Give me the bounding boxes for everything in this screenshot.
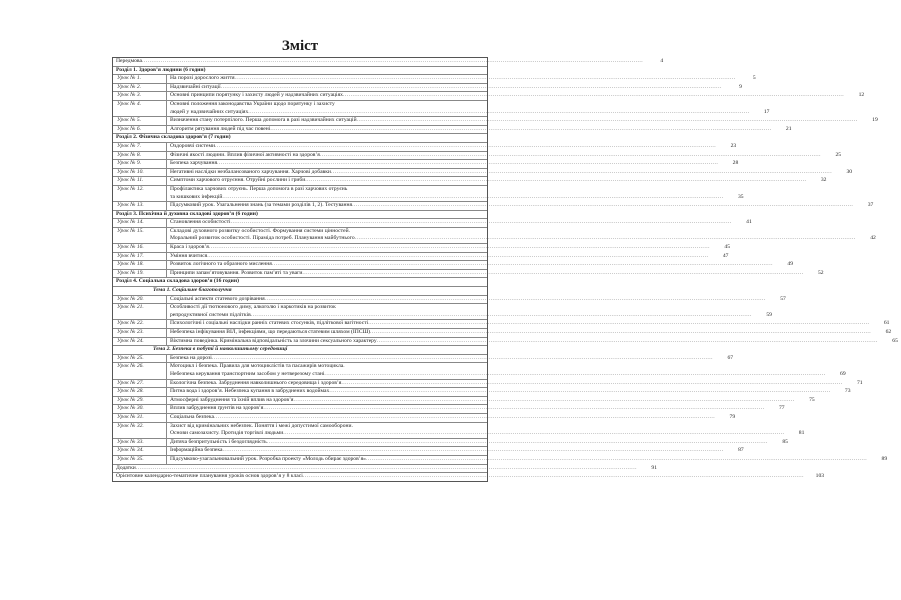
lesson-number: Урок № 14. <box>113 219 167 227</box>
entry-title: Тема 2. Безпека в побуті й навколишньому середовищі <box>153 346 288 353</box>
lesson-number: Урок № 35. <box>113 456 167 464</box>
entry-title: Передмова <box>116 58 142 64</box>
lesson-number: Урок № 33. <box>113 439 167 447</box>
entry-title: Краса і здоров’я <box>170 244 209 251</box>
page-number: 37 <box>867 202 874 209</box>
entry-title: Тема 1. Соціальне благополуччя <box>153 287 232 294</box>
toc-lesson <box>113 413 736 423</box>
page-number: 45 <box>724 244 731 251</box>
entry-title: Безпека харчування <box>170 160 218 167</box>
lesson-number: Урок № 31. <box>113 414 167 422</box>
entry-title: Розділ 2. Фізична складова здоров’я (7 годин) <box>116 134 231 141</box>
page-number: 103 <box>815 473 825 480</box>
entry-title: Основні положення законодавства України щодо порятунку і захисту <box>170 100 335 107</box>
page-number: 12 <box>858 92 865 99</box>
toc-entry <box>113 464 657 474</box>
page-number: 49 <box>787 261 793 268</box>
entry-title: Небезпека інфікування ВІЛ, інфекціями, що передаються статевим шляхом (ІПСШ) <box>170 329 371 335</box>
entry-title: Алгоритм рятування людей під час повені <box>170 125 271 132</box>
lesson-number: Урок № 12. <box>113 186 167 201</box>
page-number <box>466 134 487 142</box>
toc-lesson <box>113 422 805 439</box>
toc-lesson <box>113 160 739 169</box>
entry-title: Фізичні якості людини. Вплив фізичної активності на здоров’я <box>170 151 320 158</box>
page-title: Зміст <box>281 38 319 54</box>
page-number: 71 <box>856 379 863 386</box>
entry-title: Уміння вчитися <box>170 252 208 259</box>
page-number <box>466 67 487 75</box>
toc-lesson <box>113 261 793 270</box>
page-number: 9 <box>739 83 742 90</box>
entry-title: Соціальна безпека <box>170 413 214 420</box>
entry-title: Додатки <box>116 464 136 471</box>
lesson-number: Урок № 8. <box>113 152 167 160</box>
lesson-number: Урок № 21. <box>113 304 167 319</box>
toc-lesson <box>113 185 744 202</box>
lesson-number: Урок № 7. <box>113 143 167 151</box>
entry-title: Негативні наслідки незбалансованого харчування. Харчові добавки <box>170 168 331 175</box>
entry-title: Інформаційна безпека <box>170 447 223 454</box>
entry-title: Віктимна поведінка. Кримінальна відповідальність за злочини сексуального характеру <box>170 337 377 344</box>
lesson-number: Урок № 2. <box>113 84 167 92</box>
page-number: 73 <box>844 388 851 395</box>
page-number: 85 <box>782 438 788 445</box>
entry-title: Розвиток логічного та образного мислення <box>170 261 272 268</box>
toc-lesson <box>113 227 876 244</box>
page-number: 59 <box>766 311 772 318</box>
page-number: 57 <box>780 295 786 302</box>
toc-section <box>113 134 487 143</box>
entry-title-continued: людей у надзвичайних ситуаціях <box>170 108 249 115</box>
toc-lesson <box>113 379 863 389</box>
entry-title: Профілактика харчових отруєнь. Перша допомога в разі харчових отруєнь <box>170 185 348 192</box>
entry-title: Питна вода і здоров’я. Небезпека купання в забруднених водоймах <box>170 388 330 395</box>
lesson-number: Урок № 13. <box>113 202 167 210</box>
toc-lesson <box>113 100 770 117</box>
page-number: 25 <box>835 151 842 158</box>
page-number: 77 <box>778 405 785 412</box>
toc-lesson <box>113 329 892 338</box>
lesson-number: Урок № 6. <box>113 126 167 134</box>
lesson-number: Урок № 26. <box>113 363 167 378</box>
entry-title: Складові духовного розвитку особистості. Формування системи цінностей. <box>170 227 350 234</box>
entry-title: Становлення особистості <box>170 219 231 226</box>
lesson-number: Урок № 17. <box>113 253 167 261</box>
toc-lesson <box>113 363 846 379</box>
entry-title-continued: Моральний розвиток особистості. Піраміда потреб. Планування майбутнього <box>170 235 355 242</box>
page-number: 75 <box>809 396 815 403</box>
toc-lesson <box>113 117 878 126</box>
entry-title: Атмосферні забруднення та їхній вплив на здоров’я <box>170 396 294 403</box>
entry-title: Основні принципи порятунку і захисту людей у надзвичайних ситуаціях <box>170 92 343 99</box>
toc-lesson <box>113 320 890 329</box>
toc-entry <box>113 473 825 481</box>
lesson-number: Урок № 30. <box>113 405 167 413</box>
entry-title: Безпека на дорозі <box>170 354 212 361</box>
page-number: 30 <box>846 168 853 175</box>
lesson-number: Урок № 29. <box>113 397 167 405</box>
entry-title: Вплив забруднення ґрунтів на здоров’я <box>170 405 264 412</box>
lesson-number: Урок № 24. <box>113 338 167 346</box>
entry-title: Розділ 3. Психічна й духовна складові здоров’я (6 годин) <box>116 210 258 217</box>
lesson-number: Урок № 23. <box>113 329 167 337</box>
toc-lesson <box>113 252 729 262</box>
page-number: 23 <box>730 142 737 149</box>
entry-title-continued: репродуктивної системи підлітків <box>170 311 251 318</box>
entry-title: Підсумково-узагальнювальний урок. Розробка проекту «Молодь обирає здоров’я» <box>170 455 366 462</box>
entry-title: Орієнтовне календарно-тематичне планування уроків основ здоров’я у 8 класі <box>116 473 303 480</box>
lesson-number: Урок № 28. <box>113 388 167 396</box>
page-number <box>466 346 487 354</box>
lesson-number: Урок № 19. <box>113 270 167 278</box>
page-number: 91 <box>651 464 657 471</box>
page-number: 65 <box>892 337 898 344</box>
toc-entry <box>113 58 664 67</box>
toc-theme <box>113 346 487 355</box>
lesson-number: Урок № 4. <box>113 101 167 116</box>
toc-lesson <box>113 244 731 253</box>
lesson-number: Урок № 15. <box>113 228 167 243</box>
page-number: 28 <box>732 160 739 167</box>
page-number: 35 <box>737 193 744 200</box>
entry-title: Соціальні аспекти статевого дозрівання <box>170 295 265 302</box>
page-number <box>466 211 487 219</box>
lesson-number: Урок № 16. <box>113 244 167 252</box>
page-number: 21 <box>785 125 792 132</box>
toc-section <box>113 278 487 287</box>
toc-lesson <box>113 177 827 186</box>
page-number: 19 <box>872 117 878 124</box>
lesson-number: Урок № 20. <box>113 296 167 304</box>
toc-lesson <box>113 337 898 347</box>
page-number: 61 <box>883 320 890 327</box>
page-number: 87 <box>738 447 744 454</box>
page-number: 47 <box>722 252 729 259</box>
lesson-number: Урок № 22. <box>113 320 167 328</box>
lesson-number: Урок № 18. <box>113 261 167 269</box>
lesson-number: Урок № 34. <box>113 447 167 455</box>
entry-title: Оздоровчі системи <box>170 142 215 149</box>
lesson-number: Урок № 9. <box>113 160 167 168</box>
page-number: 5 <box>752 75 756 82</box>
toc-section <box>113 67 487 76</box>
entry-title: Надзвичайні ситуації <box>170 83 221 90</box>
toc-lesson <box>113 388 851 397</box>
page-number: 81 <box>798 430 805 437</box>
lesson-number: Урок № 10. <box>113 169 167 177</box>
toc-lesson <box>113 142 737 152</box>
entry-title: Принципи запам’ятовування. Розвиток пам’яті та уваги <box>170 269 303 276</box>
lesson-number: Урок № 3. <box>113 92 167 100</box>
entry-title: Розділ 1. Здоров’я людини (6 годин) <box>116 66 206 73</box>
page-number: 17 <box>763 108 770 115</box>
entry-title: Мотоцикл і безпека. Правила для мотоциклістів та пасажирів мотоцикла. <box>170 363 345 370</box>
entry-title-continued: Небезпека керування транспортним засобом у нетверезому стані <box>170 370 325 377</box>
entry-title: Дитяча безпритульність і бездоглядність <box>170 438 267 445</box>
toc-lesson <box>113 405 785 414</box>
page-number: 52 <box>817 269 824 276</box>
toc-lesson <box>113 304 772 320</box>
page-number: 67 <box>727 354 734 361</box>
lesson-number: Урок № 32. <box>113 423 167 438</box>
lesson-number: Урок № 25. <box>113 355 167 363</box>
entry-title: Захист від кримінальних небезпек. Поняття і межі допустимої самооборони. <box>170 422 353 429</box>
entry-title: Психологічні і соціальні наслідки ранніх статевих стосунків, підліткової вагітності <box>170 320 369 327</box>
page-number: 32 <box>820 177 827 184</box>
page-number <box>466 287 487 295</box>
toc-lesson <box>113 202 874 211</box>
table-of-contents <box>112 57 898 482</box>
toc-lesson <box>113 455 888 465</box>
toc-lesson <box>113 447 744 456</box>
page-number: 4 <box>660 58 664 64</box>
toc-lesson <box>113 75 756 84</box>
entry-title: Розділ 4. Соціальна складова здоров’я (16 годин) <box>116 278 239 285</box>
entry-title-continued: Основи самозахисту. Протидія торгівлі людьми <box>170 430 284 437</box>
page-number: 41 <box>746 219 752 226</box>
lesson-number: Урок № 5. <box>113 117 167 125</box>
page-number: 62 <box>885 329 892 335</box>
lesson-number: Урок № 27. <box>113 380 167 388</box>
entry-title: Підсумковий урок. Узагальнення знань (за темами розділів 1, 2). Тестування <box>170 202 353 209</box>
page-number: 69 <box>840 370 846 377</box>
entry-title: Визначення стану потерпілого. Перша допомога в разі надзвичайних ситуацій <box>170 117 357 124</box>
page-number <box>466 278 487 286</box>
toc-lesson <box>113 295 786 305</box>
toc-lesson <box>113 151 842 161</box>
entry-title: Особливості дії тютюнового диму, алкоголю і наркотиків на розвиток <box>170 304 336 311</box>
lesson-number: Урок № 11. <box>113 177 167 185</box>
toc-lesson <box>113 219 752 228</box>
entry-title-continued: та кишкових інфекцій <box>170 193 223 200</box>
entry-title: Екологічна безпека. Забруднення навколишнього середовища і здоров’я <box>170 379 342 386</box>
entry-title: На порозі дорослого життя <box>170 75 235 82</box>
toc-lesson <box>113 92 865 101</box>
page-number: 42 <box>870 235 876 242</box>
toc-section <box>113 211 487 220</box>
lesson-number: Урок № 1. <box>113 75 167 83</box>
page-number: 79 <box>729 413 736 420</box>
page-number: 89 <box>881 455 888 462</box>
entry-title: Симптоми харчового отруєння. Отруйні рослини і гриби <box>170 177 306 184</box>
toc-theme <box>113 287 487 296</box>
